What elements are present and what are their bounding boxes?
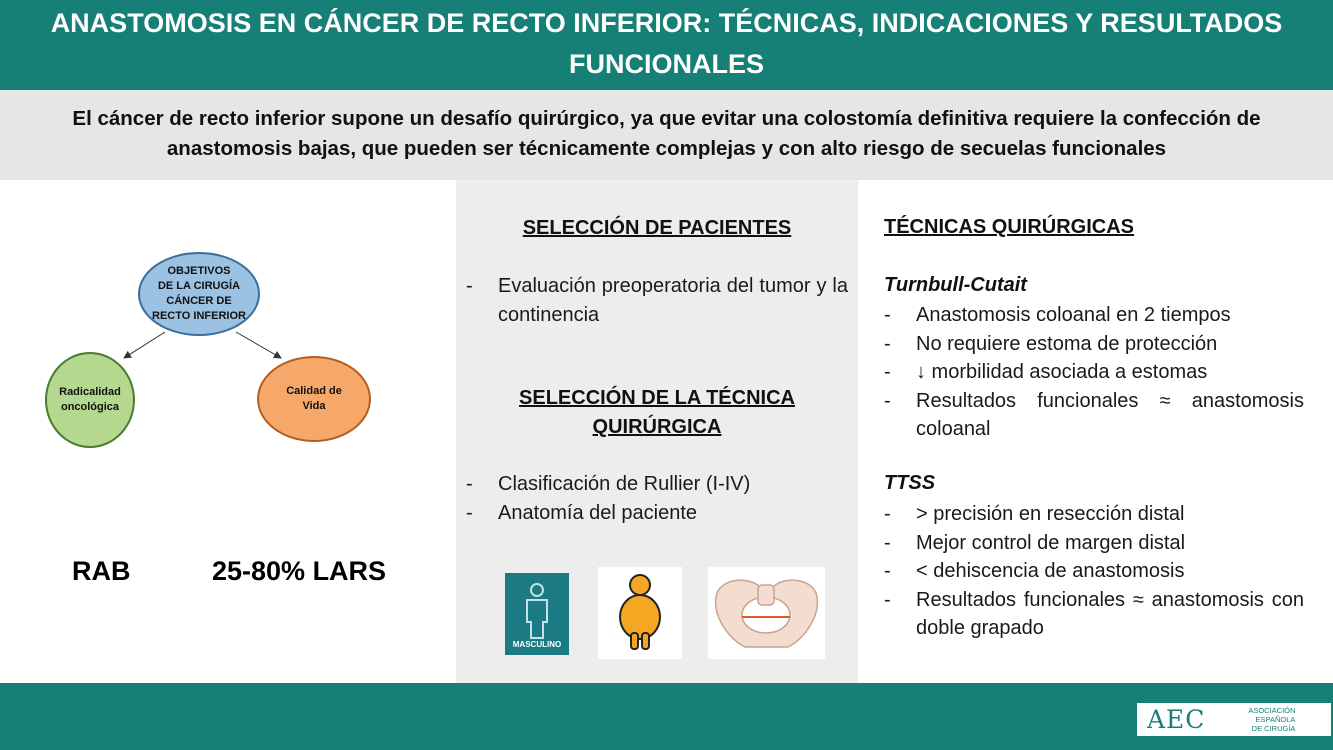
turnbull-title: Turnbull-Cutait [884,274,1027,296]
obese-patient-icon [598,567,682,659]
technique-title-line-1: SELECCIÓN DE LA TÉCNICA [519,387,795,409]
right-node-line-1: Calidad de [286,385,342,397]
list-item: - Resultados funcionales ≈ anastomosis coloanal [884,387,1304,444]
patients-title: SELECCIÓN DE PACIENTES [522,217,792,239]
technique-selection-list [466,470,848,527]
ttss-title: TTSS [884,472,936,494]
page-title-line-1: ANASTOMOSIS EN CÁNCER DE RECTO INFERIOR: TÉCNICAS, INDICACIONES Y RESULTADOS [50,8,1283,38]
objectives-root-node [138,252,260,336]
selection-column [456,180,858,683]
left-node-line-2: oncológica [60,401,120,413]
stat-rab: RAB [72,556,131,586]
list-item: - Evaluación preoperatoria del tumor y la continencia [466,272,848,329]
aec-logo-text [1213,706,1295,733]
right-node-line-2: Vida [302,400,326,412]
aec-logo-mark: AEC [1147,705,1206,734]
root-line-3: CÁNCER DE [166,295,232,307]
logo-text-line-2: DE CIRUGÍA [1251,724,1296,733]
aec-logo[interactable] [1137,703,1331,736]
logo-text-line-1: ASOCIACIÓN ESPAÑOLA [1248,706,1296,724]
patients-list [466,272,848,329]
ttss-list [884,500,1304,643]
connector-left [124,332,165,358]
left-node-line-1: Radicalidad [59,386,121,398]
list-item: - Anatomía del paciente [466,499,848,528]
objectives-column [0,180,456,683]
technique-selection-title [456,384,858,442]
list-item: - Resultados funcionales ≈ anastomosis con doble grapado [884,586,1304,643]
list-item: - Clasificación de Rullier (I-IV) [466,470,848,499]
stat-lars: 25-80% LARS [212,556,387,586]
root-line-4: RECTO INFERIOR [152,310,246,322]
page-title-line-2: FUNCIONALES [569,49,764,79]
list-item: - Anastomosis coloanal en 2 tiempos [884,301,1304,330]
list-item: - < dehiscencia de anastomosis [884,557,1304,586]
male-patient-icon [505,573,569,655]
intro-line-2: anastomosis bajas, que pueden ser técnicamente complejas y con alto riesgo de secuelas funcionales [166,137,1167,160]
list-item: - Mejor control de margen distal [884,529,1304,558]
radicalidad-node [45,352,135,448]
footer-bar [0,683,1333,750]
root-line-2: DE LA CIRUGÍA [157,280,241,292]
intro-line-1: El cáncer de recto inferior supone un desafío quirúrgico, ya que evitar una colostomía definitiva requiere la confección de [72,107,1261,130]
connector-right [236,332,281,358]
masculino-label: MASCULINO [512,640,562,649]
techniques-title: TÉCNICAS QUIRÚRGICAS [884,216,1135,238]
list-item: - > precisión en resección distal [884,500,1304,529]
intro-banner [0,90,1333,180]
list-item: - ↓ morbilidad asociada a estomas [884,358,1304,387]
technique-title-line-2: QUIRÚRGICA [592,416,722,438]
root-line-1: OBJETIVOS [167,265,231,277]
pelvis-icon [708,567,825,659]
techniques-column [858,180,1333,683]
list-item: - No requiere estoma de protección [884,330,1304,359]
turnbull-list [884,301,1304,444]
page-header [0,0,1333,90]
calidad-vida-node [257,356,371,442]
